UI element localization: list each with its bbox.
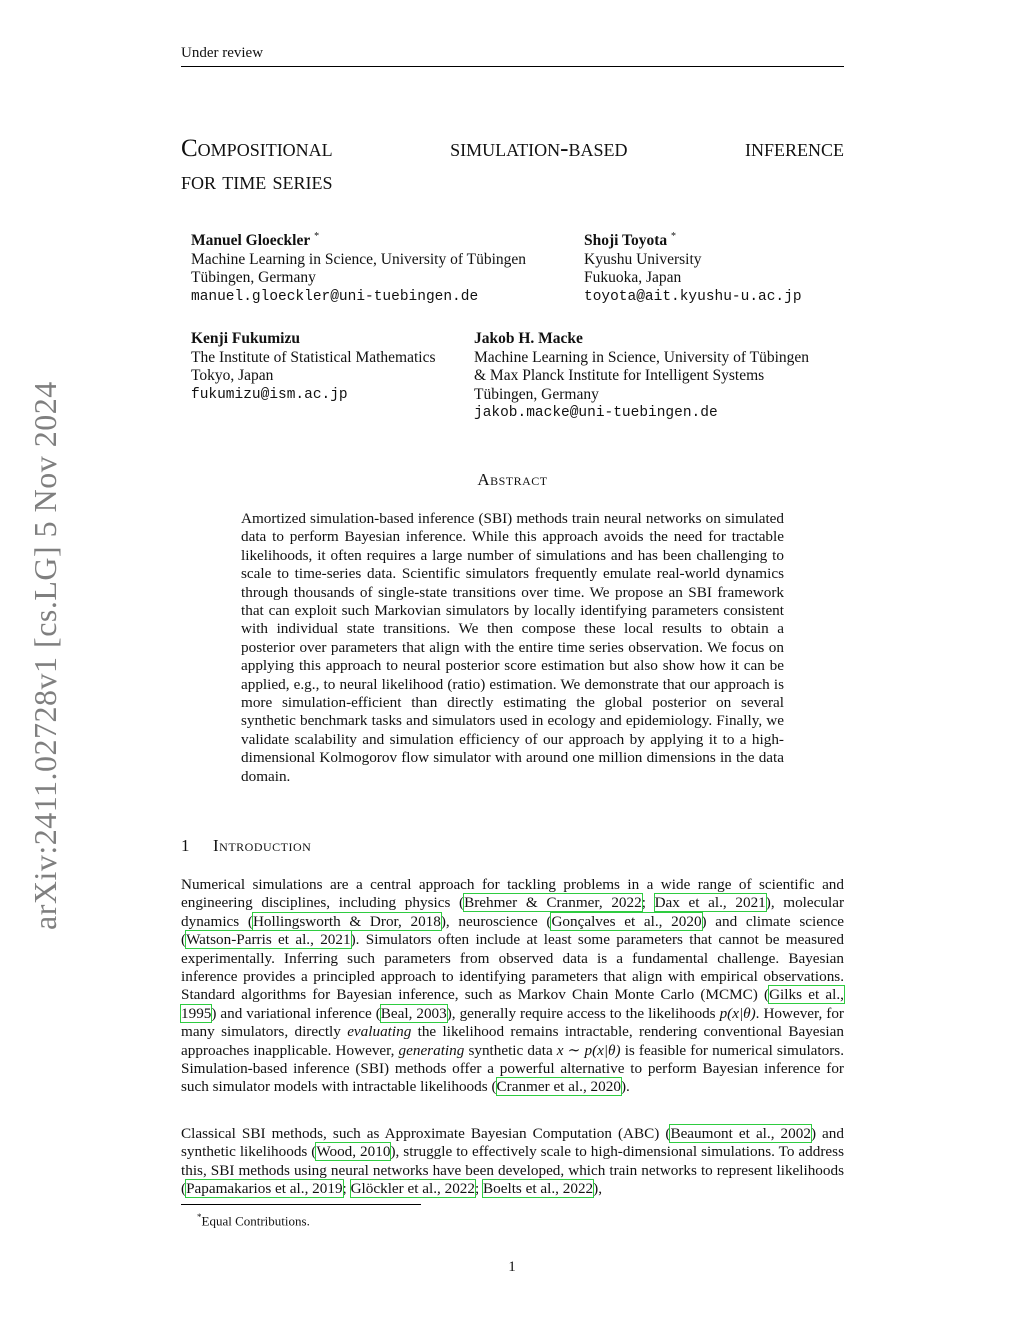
text-run: ). Simulators often include at least some parameters that cannot be measured experimentally. Inferring such parameters from observed data is a fundamental challenge. Bayesian inference provides a principled approach to identifying parameters that align with empirical observations. Standard algorithms for Bayesian inference, such as Markov Chain Monte Carlo (MCMC) ( [181, 931, 844, 1004]
text-run: Classical SBI methods, such as Approximate Bayesian Computation (ABC) ( [181, 1125, 671, 1142]
title-word: inference [745, 135, 844, 162]
text-run: synthetic data [464, 1041, 557, 1059]
section-heading-introduction [181, 836, 844, 856]
equal-contribution-mark: * [671, 231, 677, 242]
citation-link[interactable]: Gilks et al., 1995 [181, 986, 844, 1022]
citation-link[interactable]: Glöckler et al., 2022 [350, 1180, 475, 1198]
author-email[interactable]: toyota@ait.kyushu-u.ac.jp [584, 288, 802, 305]
citation-link[interactable]: Watson-Parris et al., 2021 [186, 931, 351, 949]
text-run: ). [620, 1078, 630, 1096]
author-affiliation: Machine Learning in Science, University of Tübingen [191, 250, 527, 268]
text-run: ; [342, 1180, 351, 1198]
equal-contribution-mark: * [314, 231, 320, 242]
author-name: Shoji Toyota [584, 232, 668, 250]
footnote [197, 1209, 310, 1229]
text-run: ) and variational inference ( [211, 1004, 381, 1022]
author-name: Manuel Gloeckler [191, 232, 311, 250]
section-number: 1 [181, 836, 190, 855]
citation-link[interactable]: Wood, 2010 [316, 1143, 391, 1161]
author-affiliation: Machine Learning in Science, University of Tübingen [474, 348, 810, 366]
author-block-toyota [584, 228, 802, 306]
author-location: Tübingen, Germany [474, 385, 599, 403]
abstract-heading: Abstract [477, 470, 548, 489]
paper-title [181, 132, 844, 198]
running-header: Under review [181, 44, 844, 67]
text-run: . However, for many simulators, directly [181, 1004, 844, 1041]
citation-link[interactable]: Brehmer & Cranmer, 2022 [464, 894, 642, 912]
text-run: ), generally require access to the likelihoods [446, 1004, 720, 1022]
author-name: Kenji Fukumizu [191, 330, 300, 347]
emphasis: generating [398, 1041, 465, 1059]
text-run: the likelihood remains intractable, rendering conventional Bayesian approaches inapplicable. However, [181, 1023, 844, 1059]
text-run: is feasible for numerical simulators. Simulation-based inference (SBI) methods offer a powerful alternative to perform Bayesian inference for such simulator models with intractable likelihoods ( [181, 1041, 844, 1096]
footnote-rule [181, 1204, 421, 1205]
section-title: Introduction [213, 836, 312, 855]
title-line-1 [181, 132, 844, 165]
citation-link[interactable]: Beaumont et al., 2002 [670, 1125, 811, 1142]
author-name: Jakob H. Macke [474, 330, 583, 347]
footnote-text: Equal Contributions. [201, 1213, 310, 1229]
author-affiliation: The Institute of Statistical Mathematics [191, 348, 436, 366]
citation-link[interactable]: Cranmer et al., 2020 [496, 1078, 621, 1096]
text-run: ) and climate science ( [181, 912, 845, 949]
text-run: ) and synthetic likelihoods ( [181, 1125, 844, 1161]
math-sampling: x ∼ p(x|θ) [556, 1041, 621, 1059]
footnote-mark: * [197, 1212, 202, 1222]
author-location: Tokyo, Japan [191, 367, 274, 384]
text-run: ), struggle to effectively scale to high-dimensional simulations. To address this, SBI methods using neural networks have been developed, which train networks to represent likelihoods ( [181, 1143, 844, 1198]
citation-link[interactable]: Dax et al., 2021 [654, 894, 766, 912]
intro-paragraph-1 [181, 876, 844, 1097]
citation-link[interactable]: Gonçalves et al., 2020 [551, 912, 702, 930]
citation-link[interactable]: Hollingsworth & Dror, 2018 [252, 912, 441, 930]
title-line-2: for time series [181, 168, 333, 195]
text-run: ), neuroscience ( [440, 912, 552, 930]
text-run: ), [593, 1180, 602, 1198]
author-email[interactable]: jakob.macke@uni-tuebingen.de [474, 405, 718, 421]
author-email[interactable]: manuel.gloeckler@uni-tuebingen.de [191, 288, 479, 305]
author-location: Tübingen, Germany [191, 269, 316, 287]
abstract-body: Amortized simulation-based inference (SBI) methods train neural networks on simulated data to perform Bayesian inference. While this approach avoids the need for tractable likelihoods, it often requires a large number of simulations and has been challenging to scale to time-series data. Scientific simulators frequently emulate real-world dynamics through thousands of single-state transitions over time. We propose an SBI framework that can exploit such Markovian simulators by locally identifying parameters consistent with individual state transitions. We then compose these local results to obtain a posterior over parameters that align with the entire time series observation. We focus on applying this approach to neural posterior score estimation but also show how it can be applied, e.g., to neural likelihood (ratio) estimation. We demonstrate that our approach is more simulation-efficient than directly estimating the global posterior on several synthetic benchmark tasks and simulators used in ecology and epidemiology. Finally, we validate scalability and simulation efficiency of our approach by applying it to a high-dimensional Kolmogorov flow simulator with around one million dimensions in the data domain. [241, 510, 784, 785]
citation-link[interactable]: Beal, 2003 [380, 1004, 447, 1022]
text-run: Numerical simulations are a central approach for tackling problems in a wide range of scientific and engineering disciplines, including physics ( [181, 876, 844, 912]
intro-paragraph-2 [181, 1125, 844, 1199]
title-word: Compositional [181, 135, 333, 162]
author-block-gloeckler [191, 228, 526, 306]
emphasis: evaluating [347, 1023, 412, 1041]
title-word: simulation-based [450, 135, 628, 162]
page-number: 1 [508, 1259, 516, 1275]
citation-link[interactable]: Boelts et al., 2022 [483, 1180, 594, 1198]
text-run: ), molecular dynamics ( [181, 894, 844, 930]
author-email[interactable]: fukumizu@ism.ac.jp [191, 386, 348, 403]
author-location: Fukuoka, Japan [584, 269, 682, 287]
arxiv-identifier-stamp: arXiv:2411.02728v1 [cs.LG] 5 Nov 2024 [27, 381, 63, 930]
author-block-fukumizu [191, 330, 436, 404]
citation-link[interactable]: Papamakarios et al., 2019 [186, 1180, 343, 1198]
author-affiliation: Kyushu University [584, 250, 702, 268]
author-affiliation-secondary: & Max Planck Institute for Intelligent Systems [474, 367, 765, 384]
text-run: ; [641, 894, 655, 912]
text-run: ; [475, 1180, 484, 1198]
math-likelihood: p(x|θ) [719, 1004, 756, 1022]
author-block-macke [474, 330, 809, 423]
